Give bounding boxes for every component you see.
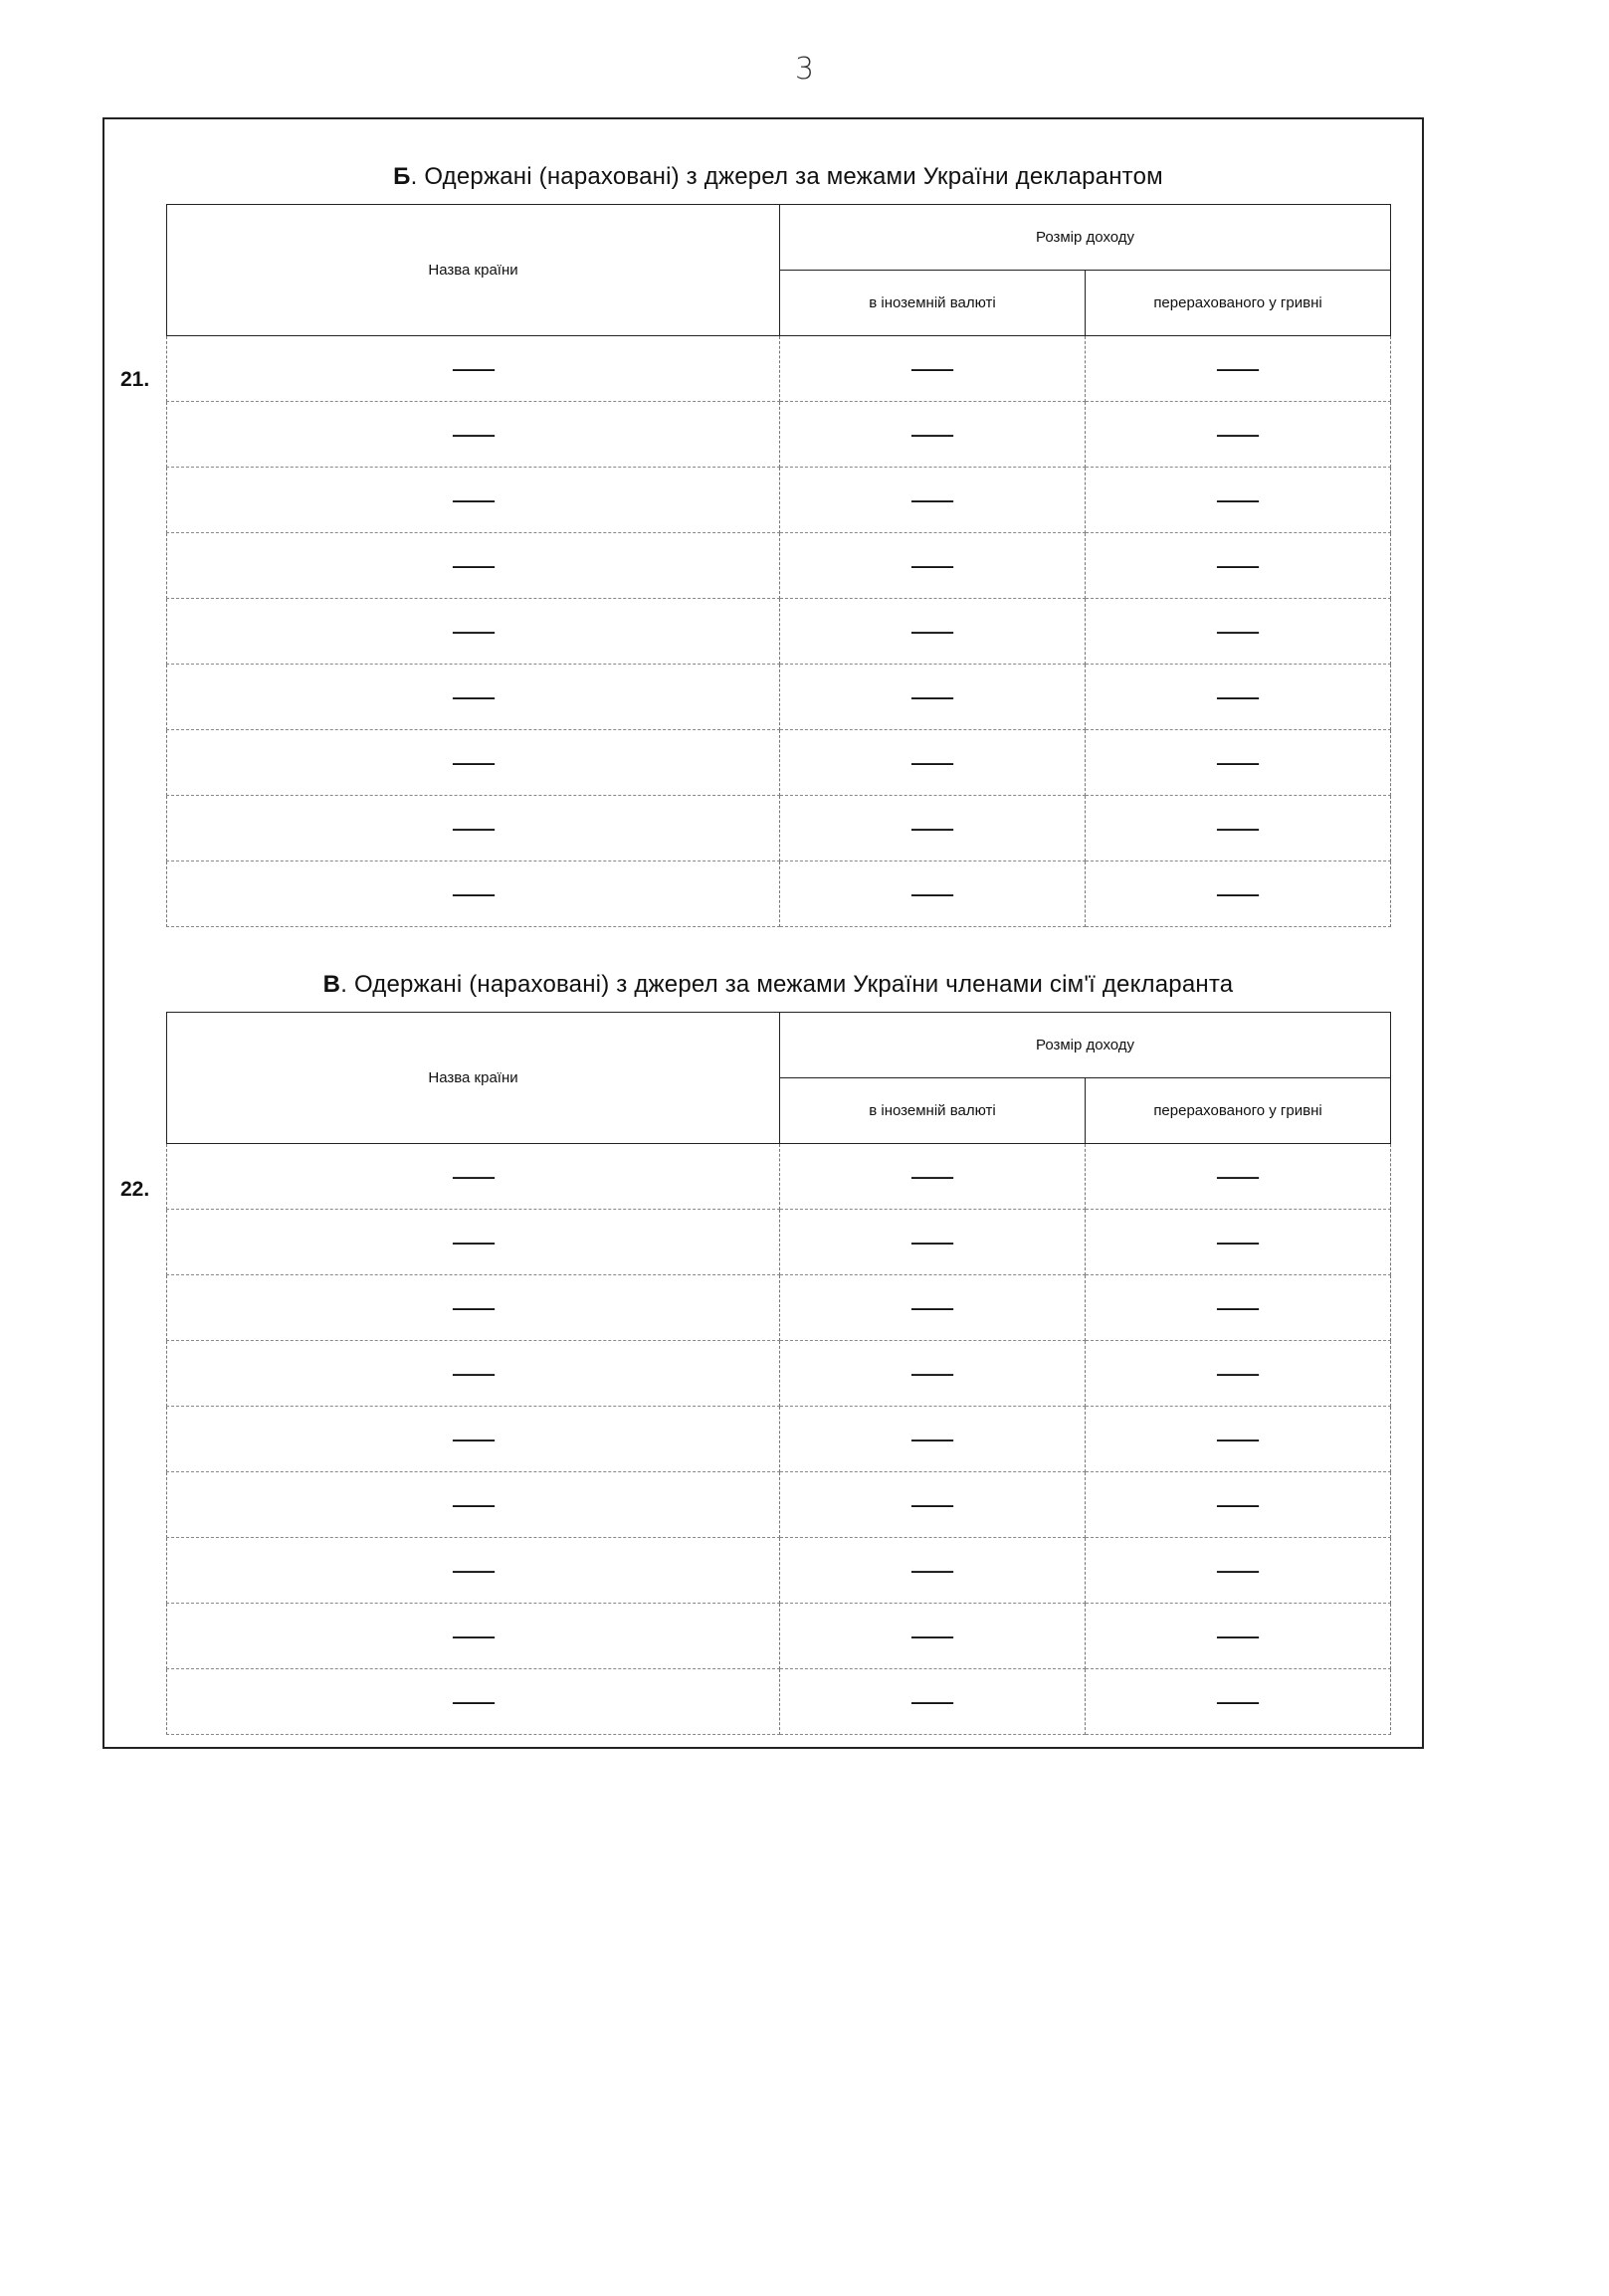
cell-country[interactable]: —: [167, 1407, 780, 1472]
cell-uah[interactable]: —: [1086, 730, 1391, 796]
table-row: [167, 1538, 1391, 1604]
cell-foreign[interactable]: —: [780, 599, 1086, 665]
table-b: [166, 204, 1391, 927]
section-v-title-text: . Одержані (нараховані) з джерел за межами України членами сім'ї декларанта: [340, 971, 1234, 998]
table-row: [167, 599, 1391, 665]
cell-uah[interactable]: —: [1086, 1472, 1391, 1538]
section-v-title: [166, 971, 1390, 999]
cell-country[interactable]: —: [167, 402, 780, 468]
cell-uah[interactable]: —: [1086, 1604, 1391, 1669]
table-row: [167, 861, 1391, 927]
table-row: [167, 730, 1391, 796]
cell-foreign[interactable]: —: [780, 1144, 1086, 1210]
table-row: [167, 468, 1391, 533]
cell-country[interactable]: —: [167, 1275, 780, 1341]
cell-uah[interactable]: —: [1086, 1341, 1391, 1407]
table-row: [167, 1407, 1391, 1472]
cell-country[interactable]: —: [167, 1604, 780, 1669]
cell-country[interactable]: —: [167, 336, 780, 402]
cell-foreign[interactable]: —: [780, 730, 1086, 796]
header-foreign-currency: в іноземній валюті: [780, 271, 1086, 336]
section-b-title: [166, 163, 1390, 191]
cell-uah[interactable]: —: [1086, 599, 1391, 665]
cell-country[interactable]: —: [167, 730, 780, 796]
cell-uah[interactable]: —: [1086, 1275, 1391, 1341]
table-row: [167, 402, 1391, 468]
table-row: [167, 336, 1391, 402]
table-row: [167, 1275, 1391, 1341]
section-b-title-text: . Одержані (нараховані) з джерел за межами України декларантом: [410, 163, 1163, 190]
cell-foreign[interactable]: —: [780, 1472, 1086, 1538]
cell-country[interactable]: —: [167, 1210, 780, 1275]
cell-uah[interactable]: —: [1086, 533, 1391, 599]
cell-foreign[interactable]: —: [780, 796, 1086, 861]
row-number-21: 21.: [120, 368, 150, 391]
header-income-size: Розмір доходу: [780, 205, 1391, 271]
cell-uah[interactable]: —: [1086, 1407, 1391, 1472]
header-income-size: Розмір доходу: [780, 1013, 1391, 1078]
cell-uah[interactable]: —: [1086, 1669, 1391, 1735]
table-row: [167, 1144, 1391, 1210]
page-number: 3: [794, 52, 815, 87]
cell-foreign[interactable]: —: [780, 1210, 1086, 1275]
cell-country[interactable]: —: [167, 533, 780, 599]
cell-country[interactable]: —: [167, 665, 780, 730]
cell-foreign[interactable]: —: [780, 1275, 1086, 1341]
cell-foreign[interactable]: —: [780, 1407, 1086, 1472]
table-row: [167, 533, 1391, 599]
section-v-letter: В: [322, 971, 341, 998]
table-row: [167, 1604, 1391, 1669]
cell-foreign[interactable]: —: [780, 1341, 1086, 1407]
cell-foreign[interactable]: —: [780, 665, 1086, 730]
table-row: [167, 665, 1391, 730]
cell-foreign[interactable]: —: [780, 533, 1086, 599]
cell-uah[interactable]: —: [1086, 402, 1391, 468]
table-row: [167, 1669, 1391, 1735]
cell-uah[interactable]: —: [1086, 665, 1391, 730]
table-row: [167, 1472, 1391, 1538]
table-row: [167, 1210, 1391, 1275]
cell-foreign[interactable]: —: [780, 1669, 1086, 1735]
cell-uah[interactable]: —: [1086, 1538, 1391, 1604]
table-v: [166, 1012, 1391, 1735]
row-number-22: 22.: [120, 1178, 150, 1201]
cell-country[interactable]: —: [167, 1472, 780, 1538]
header-country: Назва країни: [167, 1013, 780, 1144]
cell-uah[interactable]: —: [1086, 861, 1391, 927]
cell-country[interactable]: —: [167, 468, 780, 533]
table-row: [167, 1341, 1391, 1407]
cell-foreign[interactable]: —: [780, 336, 1086, 402]
cell-uah[interactable]: —: [1086, 336, 1391, 402]
section-b-letter: Б: [393, 163, 411, 190]
cell-country[interactable]: —: [167, 1144, 780, 1210]
cell-country[interactable]: —: [167, 599, 780, 665]
cell-foreign[interactable]: —: [780, 468, 1086, 533]
declaration-frame: [102, 117, 1424, 1749]
cell-country[interactable]: —: [167, 1341, 780, 1407]
header-country: Назва країни: [167, 205, 780, 336]
cell-foreign[interactable]: —: [780, 861, 1086, 927]
header-foreign-currency: в іноземній валюті: [780, 1078, 1086, 1144]
cell-uah[interactable]: —: [1086, 1210, 1391, 1275]
table-row: [167, 796, 1391, 861]
cell-country[interactable]: —: [167, 1669, 780, 1735]
cell-uah[interactable]: —: [1086, 468, 1391, 533]
cell-country[interactable]: —: [167, 861, 780, 927]
cell-foreign[interactable]: —: [780, 402, 1086, 468]
header-uah: перерахованого у гривні: [1086, 271, 1391, 336]
cell-country[interactable]: —: [167, 1538, 780, 1604]
cell-foreign[interactable]: —: [780, 1538, 1086, 1604]
cell-foreign[interactable]: —: [780, 1604, 1086, 1669]
header-uah: перерахованого у гривні: [1086, 1078, 1391, 1144]
cell-uah[interactable]: —: [1086, 1144, 1391, 1210]
cell-uah[interactable]: —: [1086, 796, 1391, 861]
cell-country[interactable]: —: [167, 796, 780, 861]
